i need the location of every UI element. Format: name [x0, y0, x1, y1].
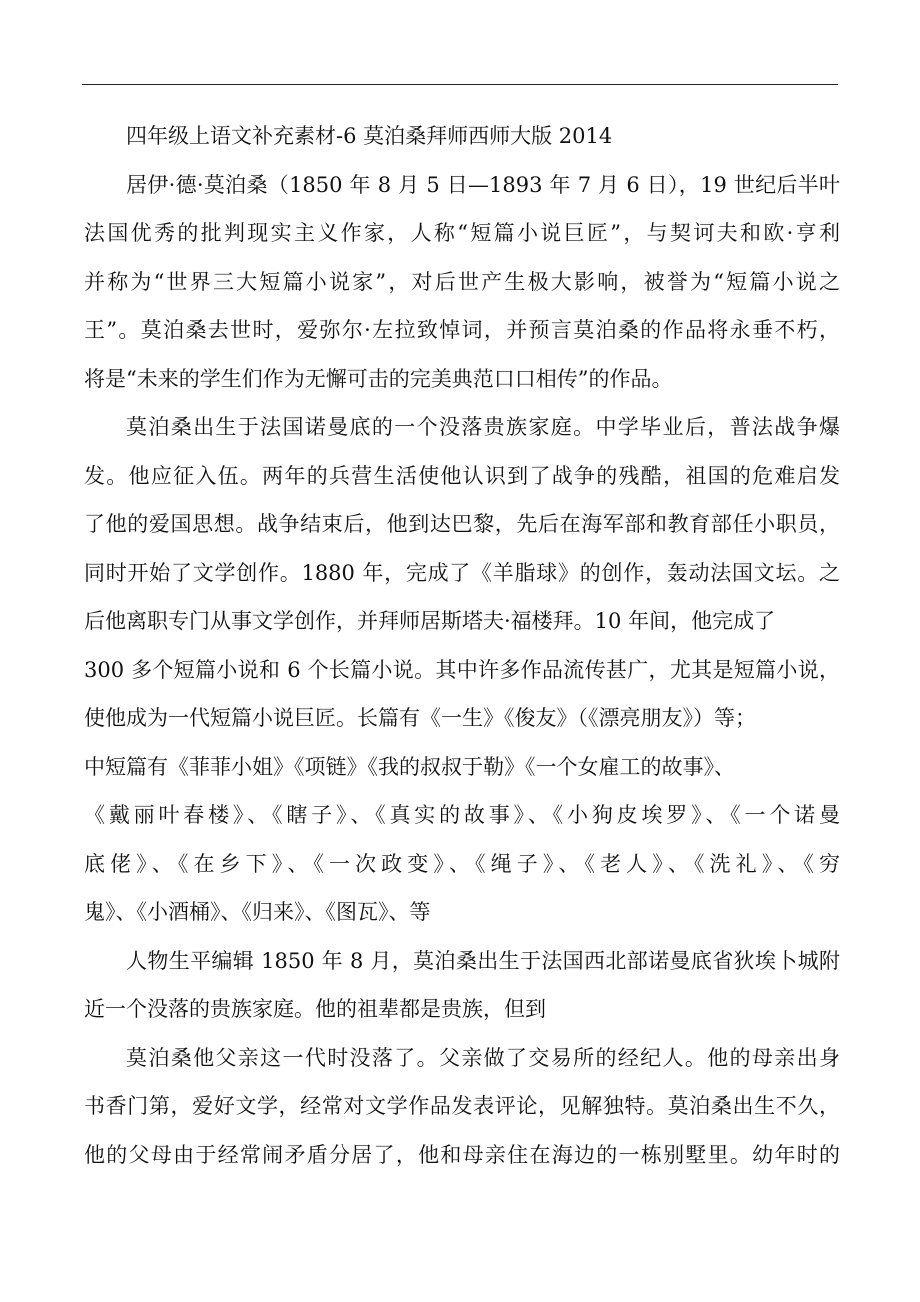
paragraph-family	[84, 1034, 840, 1180]
paragraph-career	[84, 403, 840, 937]
text-line: 鬼》、《小酒桶》、《归来》、《图瓦》、等	[84, 900, 431, 924]
text-line: 300 多个短篇小说和 6 个长篇小说。其中许多作品流传甚广，尤其是短篇小说，	[84, 657, 840, 682]
text-line: 人物生平编辑 1850 年 8 月，莫泊桑出生于法国西北部诺曼底省狄埃卜城附	[126, 948, 840, 973]
text-line: 莫泊桑出生于法国诺曼底的一个没落贵族家庭。中学毕业后，普法战争爆	[126, 415, 840, 439]
paragraph-life-birth	[84, 937, 840, 1034]
document-title-paragraph	[84, 112, 840, 161]
text-line: 中短篇有《菲菲小姐》《项链》《我的叔叔于勒》《一个女雇工的故事》、	[84, 754, 735, 779]
text-line: 发。他应征入伍。两年的兵营生活使他认识到了战争的残酷，祖国的危难启发	[84, 463, 840, 488]
text-line: 《戴丽叶春楼》、《瞎子》、《真实的故事》、《小狗皮埃罗》、《一个诺曼	[84, 803, 840, 827]
paragraph-biography-intro	[84, 161, 840, 404]
text-line: 王”。莫泊桑去世时，爱弥尔·左拉致悼词，并预言莫泊桑的作品将永垂不朽，	[84, 318, 840, 342]
header-rule	[82, 84, 838, 85]
text-line: 底佬》、《在乡下》、《一次政变》、《绳子》、《老人》、《洗礼》、《穷	[84, 851, 840, 876]
text-line: 后他离职专门从事文学创作，并拜师居斯塔夫·福楼拜。10 年间，他完成了	[84, 609, 776, 633]
text-line: 并称为“世界三大短篇小说家”，对后世产生极大影响，被誉为“短篇小说之	[84, 269, 840, 294]
text-line: 同时开始了文学创作。1880 年，完成了《羊脂球》的创作，轰动法国文坛。之	[84, 560, 840, 585]
document-body	[84, 112, 840, 1179]
document-title: 四年级上语文补充素材-6 莫泊桑拜师西师大版 2014	[126, 124, 613, 148]
text-line: 法国优秀的批判现实主义作家，人称“短篇小说巨匠”，与契诃夫和欧·亨利	[84, 221, 840, 245]
text-line: 将是“未来的学生们作为无懈可击的完美典范口口相传”的作品。	[84, 366, 673, 391]
text-line: 近一个没落的贵族家庭。他的祖辈都是贵族，但到	[84, 997, 546, 1021]
text-line: 使他成为一代短篇小说巨匠。长篇有《一生》《俊友》（《漂亮朋友》）等；	[84, 706, 756, 730]
text-line: 莫泊桑他父亲这一代时没落了。父亲做了交易所的经纪人。他的母亲出身	[126, 1045, 840, 1070]
text-line: 了他的爱国思想。战争结束后，他到达巴黎，先后在海军部和教育部任小职员，	[84, 512, 840, 536]
text-line: 书香门第，爱好文学，经常对文学作品发表评论，见解独特。莫泊桑出生不久，	[84, 1094, 840, 1118]
text-line: 居伊·德·莫泊桑（1850 年 8 月 5 日—1893 年 7 月 6 日），19 世纪后半叶	[126, 172, 840, 197]
text-line: 他的父母由于经常闹矛盾分居了，他和母亲住在海边的一栋别墅里。幼年时的	[84, 1142, 840, 1167]
